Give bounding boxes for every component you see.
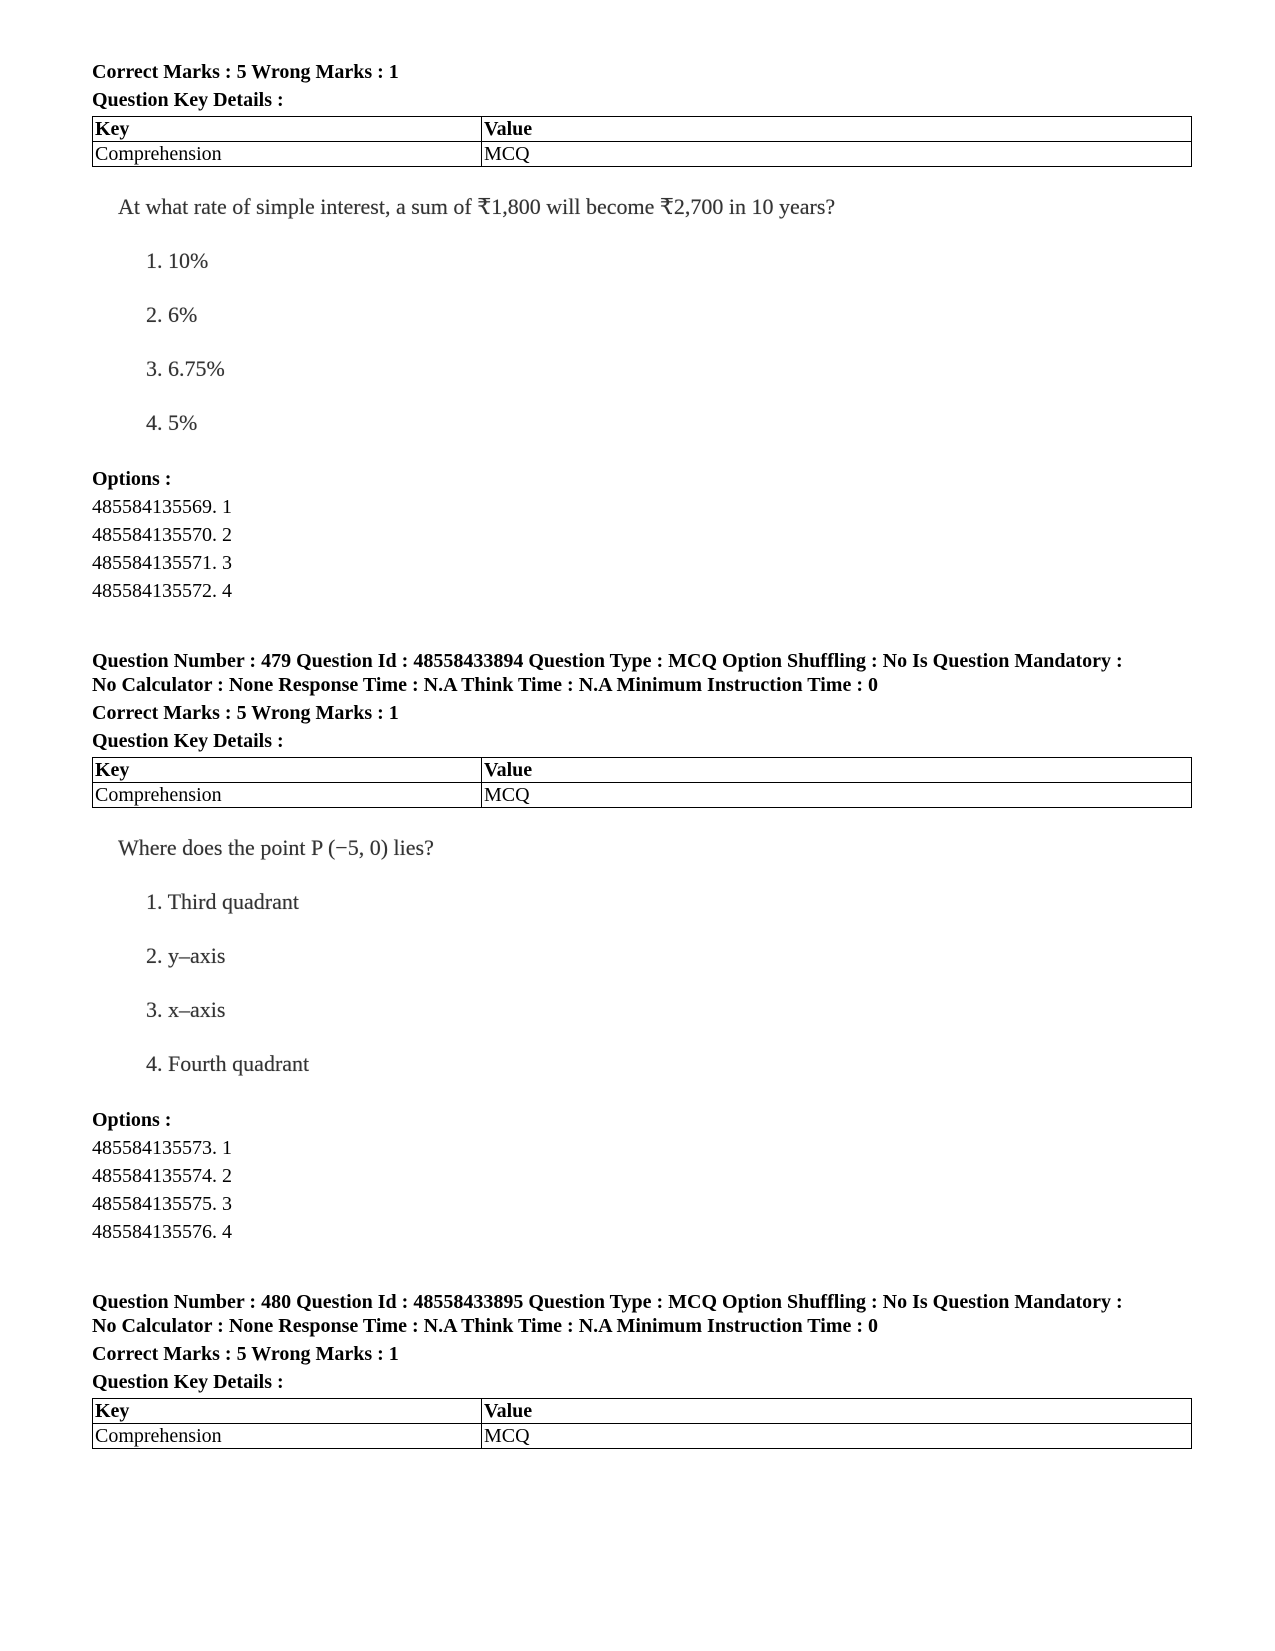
key-details-table <box>92 757 1192 808</box>
choice-item: 4. 5% <box>146 410 198 435</box>
table-cell-key: Comprehension <box>93 142 482 167</box>
question-meta-line-2: No Calculator : None Response Time : N.A Think Time : N.A Minimum Instruction Time : 0 <box>92 1315 878 1337</box>
choice-item: 3. 6.75% <box>146 356 225 381</box>
choice-item: 4. Fourth quadrant <box>146 1051 310 1076</box>
option-id-line: 485584135573. 1 <box>92 1137 232 1159</box>
choice-item: 1. Third quadrant <box>146 889 299 914</box>
question-meta-line-2: No Calculator : None Response Time : N.A Think Time : N.A Minimum Instruction Time : 0 <box>92 674 878 696</box>
question-meta-line-1: Question Number : 479 Question Id : 48558433894 Question Type : MCQ Option Shuffling : No Is Question Mandatory : <box>92 650 1123 672</box>
question-text: At what rate of simple interest, a sum of ₹1,800 will become ₹2,700 in 10 years? <box>118 194 836 219</box>
table-row <box>93 783 1192 808</box>
document-page <box>92 58 1192 1449</box>
question-block-480 <box>92 1290 1192 1449</box>
marks-line: Correct Marks : 5 Wrong Marks : 1 <box>92 1343 399 1365</box>
question-block-479 <box>92 649 1192 1246</box>
marks-line: Correct Marks : 5 Wrong Marks : 1 <box>92 61 399 83</box>
table-header-key: Key <box>93 117 482 142</box>
options-label: Options : <box>92 468 172 490</box>
table-cell-value: MCQ <box>482 783 1192 808</box>
question-block-478 <box>92 58 1192 605</box>
choice-item: 3. x–axis <box>146 997 226 1022</box>
choice-item: 1. 10% <box>146 248 209 273</box>
table-cell-value: MCQ <box>482 142 1192 167</box>
table-header-value: Value <box>482 1399 1192 1424</box>
key-details-table <box>92 116 1192 167</box>
key-details-label: Question Key Details : <box>92 730 284 752</box>
table-row <box>93 142 1192 167</box>
option-id-line: 485584135572. 4 <box>92 580 232 602</box>
option-id-line: 485584135574. 2 <box>92 1165 232 1187</box>
table-cell-key: Comprehension <box>93 783 482 808</box>
options-label: Options : <box>92 1109 172 1131</box>
table-row <box>93 1424 1192 1449</box>
table-header-key: Key <box>93 1399 482 1424</box>
table-header-row <box>93 117 1192 142</box>
table-header-key: Key <box>93 758 482 783</box>
option-id-line: 485584135576. 4 <box>92 1221 232 1243</box>
table-header-row <box>93 758 1192 783</box>
option-id-line: 485584135575. 3 <box>92 1193 232 1215</box>
table-header-value: Value <box>482 758 1192 783</box>
choice-item: 2. 6% <box>146 302 198 327</box>
option-id-line: 485584135570. 2 <box>92 524 232 546</box>
key-details-label: Question Key Details : <box>92 1371 284 1393</box>
question-meta-line-1: Question Number : 480 Question Id : 48558433895 Question Type : MCQ Option Shuffling : No Is Question Mandatory : <box>92 1291 1123 1313</box>
key-details-table <box>92 1398 1192 1449</box>
key-details-label: Question Key Details : <box>92 89 284 111</box>
question-image <box>118 193 1192 437</box>
table-header-row <box>93 1399 1192 1424</box>
marks-line: Correct Marks : 5 Wrong Marks : 1 <box>92 702 399 724</box>
question-image <box>118 834 1192 1078</box>
choice-item: 2. y–axis <box>146 943 226 968</box>
table-cell-key: Comprehension <box>93 1424 482 1449</box>
option-id-line: 485584135571. 3 <box>92 552 232 574</box>
question-text: Where does the point P (−5, 0) lies? <box>118 835 434 860</box>
option-id-line: 485584135569. 1 <box>92 496 232 518</box>
table-header-value: Value <box>482 117 1192 142</box>
table-cell-value: MCQ <box>482 1424 1192 1449</box>
